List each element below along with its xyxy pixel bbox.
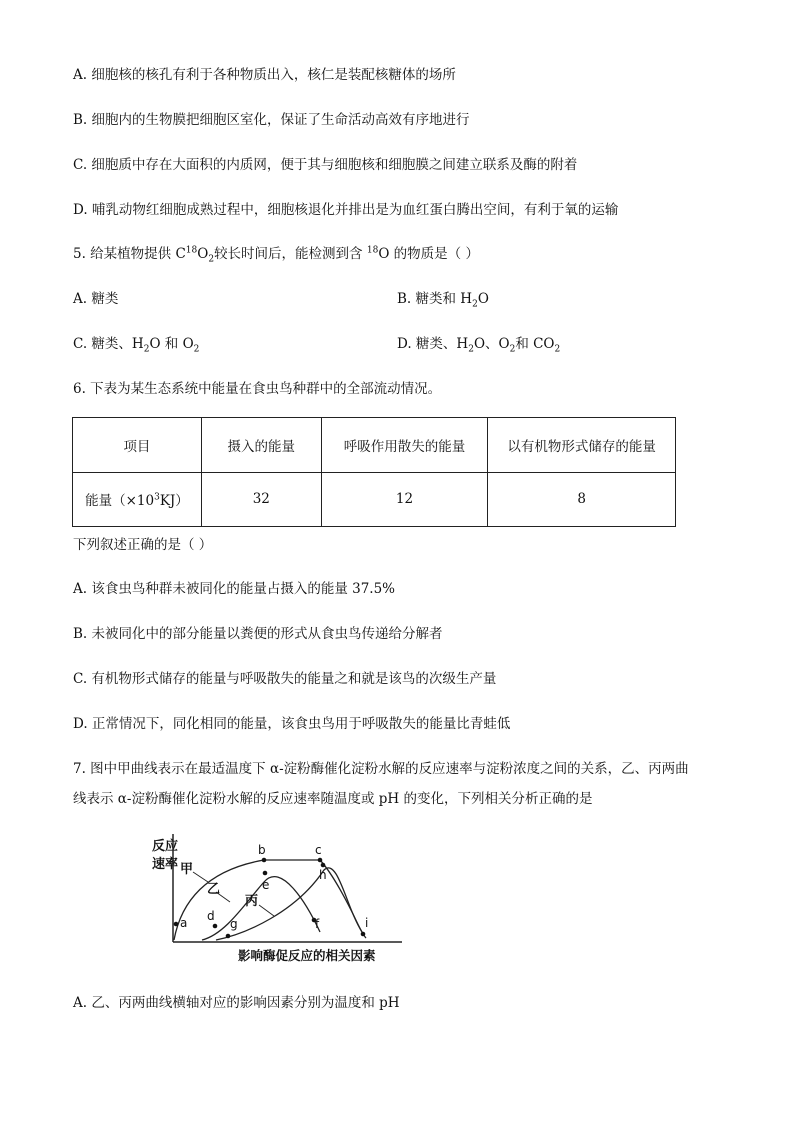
x-axis-label: 影响酶促反应的相关因素 [238,948,376,963]
table-header-cell: 项目 [73,418,202,473]
q5-option-d-part: 和 CO [515,336,555,352]
table-cell: 8 [488,472,676,527]
table-header-cell: 呼吸作用散失的能量 [321,418,488,473]
row-label-sup: 3 [154,492,160,503]
y-axis-label-2: 速率 [152,857,179,872]
q5-option-c-part: O 和 O [149,336,194,352]
table-header-row [73,418,676,473]
q4-option-d: D. 哺乳动物红细胞成熟过程中，细胞核退化并排出是为血红蛋白腾出空间，有利于氧的运输 [73,202,619,218]
point-label-c: c [315,843,322,857]
point-a [174,922,179,927]
point-label-d: d [207,909,215,923]
point-d [213,924,218,929]
q5-sub: 2 [143,344,150,355]
q4-option-b: B. 细胞内的生物膜把细胞区室化，保证了生命活动高效有序地进行 [73,112,470,128]
point-label-h: h [319,868,327,882]
q5-formula-sub: 2 [208,254,215,265]
point-c [318,858,323,863]
q5-sub: 2 [472,299,478,310]
q5-option-d-part: D. 糖类、H [397,336,469,352]
q5-stem-part: O 的物质是（ ） [378,246,479,262]
energy-table [72,417,676,527]
q5-sub: 2 [193,344,200,355]
q5-stem-part: 5. 给某植物提供 C [73,246,186,262]
point-label-i: i [365,916,369,930]
q6-stem: 6. 下表为某生态系统中能量在食虫鸟种群中的全部流动情况。 [73,381,442,397]
q5-sub: 2 [554,344,561,355]
leader-jia [193,872,208,882]
q4-option-a: A. 细胞核的核孔有利于各种物质出入，核仁是装配核糖体的场所 [73,67,456,83]
q6-option-a: A. 该食虫鸟种群未被同化的能量占摄入的能量 37.5% [73,581,396,597]
q5-isotope-sup: 18 [185,245,198,256]
point-label-e: e [262,878,270,892]
q6-option-d: D. 正常情况下，同化相同的能量，该食虫鸟用于呼吸散失的能量比青蛙低 [73,716,511,732]
q5-option-b-part: B. 糖类和 H [397,291,473,307]
row-label-part: 能量（×10 [85,493,155,510]
leader-bing [259,905,274,916]
point-label-b: b [258,843,266,857]
y-axis-label-1: 反应 [152,839,179,854]
q5-option-c [73,335,199,353]
point-label-a: a [180,916,188,930]
q7-option-a: A. 乙、丙两曲线横轴对应的影响因素分别为温度和 pH [73,995,400,1011]
table-cell: 32 [201,472,321,527]
q5-option-d [397,335,560,353]
q7-stem-line-2: 线表示 α-淀粉酶催化淀粉水解的反应速率随温度或 pH 的变化，下列相关分析正确的是 [73,791,593,807]
q5-option-c-part: C. 糖类、H [73,336,144,352]
q6-option-c: C. 有机物形式储存的能量与呼吸散失的能量之和就是该鸟的次级生产量 [73,671,497,687]
curve-label-yi: 乙 [207,882,221,897]
point-e [263,871,268,876]
point-h [321,863,326,868]
enzyme-rate-figure [146,832,416,972]
q5-stem-part: O [197,246,209,262]
point-b [262,858,267,863]
table-row [73,472,676,527]
table-header-cell: 摄入的能量 [201,418,321,473]
table-row-label [73,472,202,527]
q5-option-a: A. 糖类 [73,291,119,307]
point-label-g: g [230,917,238,931]
q6-follow: 下列叙述正确的是（ ） [73,537,213,553]
curve-bing [216,868,362,940]
point-label-f: f [315,917,320,931]
curve-jia [174,860,369,940]
q5-sub: 2 [468,344,474,355]
table-cell: 12 [321,472,488,527]
point-i [361,932,366,937]
q7-stem-line-1: 7. 图中甲曲线表示在最适温度下 α-淀粉酶催化淀粉水解的反应速率与淀粉浓度之间的关系，乙、丙两曲 [73,761,689,777]
q5-stem-part: 较长时间后，能检测到含 [214,246,367,262]
q5-isotope-sup: 18 [366,245,379,256]
point-g [226,934,231,939]
curve-label-bing: 丙 [245,894,259,909]
q5-option-b [397,290,489,308]
q5-sub: 2 [509,344,516,355]
row-label-part: KJ） [159,493,189,510]
q5-option-d-part: O、O [473,336,510,352]
q5-stem [73,245,479,263]
q5-option-b-part: O [477,291,489,307]
q6-option-b: B. 未被同化中的部分能量以粪便的形式从食虫鸟传递给分解者 [73,626,443,642]
curve-label-jia: 甲 [180,862,194,877]
q4-option-c: C. 细胞质中存在大面积的内质网，便于其与细胞核和细胞膜之间建立联系及酶的附着 [73,157,578,173]
table-header-cell: 以有机物形式储存的能量 [488,418,676,473]
